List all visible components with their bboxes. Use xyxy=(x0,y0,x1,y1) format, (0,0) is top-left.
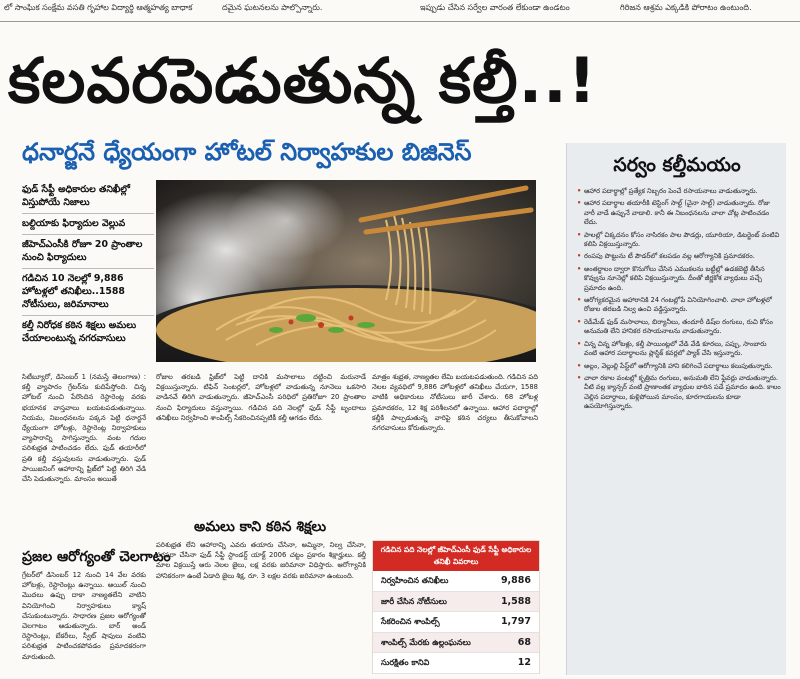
article-body-col2: రోజుల తరబడి ఫ్రిజ్‌లో పెట్టి దానికి మసాలాలు దట్టించి మరునాడే విక్రయిస్తున్నారు. టిఫిన్ సెంటర్లలో, హోటళ్లలో వాడుతున్న నూనెలు ఒకసారి వాడినవే తిరిగి వాడుతున్నారు. జీహెచ్ఎంసీ పరిధిలో ప్రతిరోజూ 20 ప్రాంతాల నుంచి ఫిర్యాదులు వస్తున్నాయి. గడిచిన పది నెలల్లో ఫుడ్ సేఫ్టీ బృందాలు తనిఖీలు నిర్వహించి శాంపిల్స్ సేకరించినప్పటికీ కల్తీ ఆగడం లేదు. xyxy=(156,373,366,422)
list-item: • రెడీమేడ్ ఫుడ్ మసాలాలు, బిర్యానీలు, తందూరీ డిష్‌ల రంగులు, రుచి కోసం అనుమతి లేని హానికర రసాయనాలను వాడుతున్నారు. xyxy=(577,318,781,337)
article-body-col1: సిటీబ్యూరో, డిసెంబర్ 1 (నమస్తే తెలంగాణ) : కల్తీ వ్యాపారం గ్రేటర్‌ను కుదిపేస్తోంది. చిన్న హోటల్ నుంచి పేరొందిన రెస్టారెంట్ల వరకు భయానక వాస్తవాలు బయటపడుతున్నాయి. నియమ, నిబంధనలను పక్కన పెట్టి ధనార్జనే ధ్యేయంగా హోటళ్లు, రెస్టారెంట్ల నిర్వాహకులు వ్యాపారాన్ని సాగిస్తున్నారు. వంట గదుల పరిశుభ్రత పాటించడం లేదు. ఫుడ్ తయారీలో ప్రతి కల్తీ వస్తువులను వాడుతున్నారు. ఫుడ్ పాయిజనింగ్ ఆహారాన్ని ఫ్రిజ్‌లో పెట్టి తిరిగి వేడి చేసి పెడుతున్నారు. మాంసం అయితే xyxy=(22,373,146,484)
sidebar-title: సర్వం కల్తీమయం xyxy=(613,154,741,176)
sidebar-list xyxy=(577,187,781,415)
row-value: 9,886 xyxy=(500,575,531,586)
highlight-item: జీహెచ్ఎంసీకి రోజూ 20 ప్రాంతాల నుంచి ఫిర్యాదులు xyxy=(22,235,154,269)
list-item: • చాలా రకాల వంటల్లో కృత్రిమ రంగులు, అనుమతి లేని ఫ్లేవర్లు వాడుతున్నారు. వీటి వల్ల క్యాన్సర్ వంటి ప్రాణాంతక వ్యాధుల బారిన పడే ప్రమాదం ఉంది. కాలం చెల్లిన పదార్థాలు, కుళ్లిపోయిన మాంసం, కూరగాయలను కూడా ఉపయోగిస్తున్నారు. xyxy=(577,374,781,412)
strip-text-4: గిరిజన ఆశ్రమ ఎక్కడికి పోరాటం ఉంటుంది. xyxy=(620,3,752,12)
row-label: శాంపిల్స్ మేరకు ఉల్లంఘనలు xyxy=(381,637,471,647)
highlight-item: ఫుడ్ సేఫ్టీ అధికారుల తనిఖీల్లో విస్తుపోయే నిజాలు xyxy=(22,180,154,214)
list-item: • అల్లం, వెల్లుల్లి పేస్ట్‌లో ఆరోగ్యానికి హాని కలిగించే పదార్థాలు కలుపుతున్నారు. xyxy=(577,362,781,371)
section-punishments-text: పరిశుభ్రత లేని ఆహారాన్ని ఎవరు తయారు చేసినా, అమ్మినా, నిల్వ చేసినా, సరఫరా చేసినా ఫుడ్ సేఫ్టీ స్టాండర్డ్ యాక్ట్ 2006 చట్టం ప్రకారం శిక్షార్హులు. కల్తీ మాల విక్రయిస్తే ఆరు నెలల జైలు, లక్ష వరకు జరిమానా విధిస్తారు. ఆరోగ్యానికి హానికరంగా ఉంటే ఏడాది జైలు శిక్ష, రూ. 3 లక్షల వరకు జరిమానా ఉంటుంది. xyxy=(156,541,366,580)
list-item: • ఆరోగ్యకరమైన ఆహారానికి 24 గంటల్లోపే వినియోగించాలి. చాలా హోటళ్లలో రోజుల తరబడి నిల్వ ఉంచి వడ్డిస్తున్నారు. xyxy=(577,296,781,315)
section-heading-public-health: ప్రజల ఆరోగ్యంతో చెలగాటం xyxy=(22,549,171,565)
row-label: నిర్వహించిన తనిఖీలు xyxy=(381,576,449,585)
row-value: 68 xyxy=(517,636,531,648)
sidebar-adulteration-box xyxy=(566,143,786,675)
strip-text-3: ఇప్పుడు చేసిన సర్వేల వారంత లేకుండా ఉండటం xyxy=(420,3,570,12)
list-item: • చిన్న చిన్న హోటళ్లు, కల్తీ పాయింట్లలో వేడి వేడి కూరలు, పప్పు, సాంబారు వంటి ఆహార పదార్థాలను ప్లాస్టిక్ కవర్లలో ప్యాక్ చేసి ఇస్తున్నారు. xyxy=(577,340,781,359)
inspection-stats-table xyxy=(372,540,540,674)
table-row xyxy=(373,612,539,633)
strip-text-2: దమైన ఘటనలను పాల్పొన్నారు. xyxy=(222,3,323,12)
article-body-col3: మాత్రం శుభ్రత, నాణ్యతల లేమి బయటపడుతుంది. గడిచిన పది నెలల వ్యవధిలో 9,886 హోటళ్లలో తనిఖీలు చేయగా, 1588 వాటికి అధికారులు నోటీసులు జారీ చేశారు. 68 హోటళ్ల ప్రమాదకరం, 12 శిక్ష పరిశీలనలో ఉన్నాయి. ఆహార పదార్థాల్లో కల్తీకి పాల్పడుతున్న వారిపై కఠిన చర్యలు తీసుకోవాలని నగరవాసులు కోరుతున్నారు. xyxy=(372,373,538,433)
section-public-health-text: గ్రేటర్‌లో డిసెంబర్ 12 నుంచి 14 వేల వరకు హోటళ్లు, రెస్టారెంట్లు ఉన్నాయి. ఆయిల్ నుంచి మొదలు ఉప్పు దాకా నాణ్యతలేని వాటిని వినియోగించి నిర్వాహకులు క్యాష్ చేసుకుంటున్నారు. సాధారణ ప్రజల ఆరోగ్యంతో చెలగాటం ఆడుతున్నారు. బార్ అండ్ రెస్టారెంట్లు, బేకరీలు, స్వీట్ షాపులు వంటివి పరిశుభ్రత పాటించకపోవడం ప్రమాదకరంగా మారుతుంది. xyxy=(22,571,146,661)
table-row xyxy=(373,571,539,592)
stats-table-title: గడిచిన పది నెలల్లో జీహెచ్ఎంసీ ఫుడ్ సేఫ్టీ అధికారుల తనిఖీ వివరాలు xyxy=(373,541,539,571)
noodles-wok-illustration xyxy=(156,180,536,362)
highlights-list xyxy=(22,180,154,349)
row-value: 12 xyxy=(517,657,531,668)
list-item: • ఆహార పదార్థాల్లో ప్రత్యేక నిబ్బరం పెంచే రసాయనాలు వాడుతున్నారు. xyxy=(577,187,781,196)
row-label: సేకరించిన శాంపిల్స్ xyxy=(381,617,440,626)
row-label: సురక్షితం కానివి xyxy=(381,658,430,667)
highlight-item: గడిచిన 10 నెలల్లో 9,886 హోటళ్లలో తనిఖీలు..1588 నోటీసులు, జరిమానాలు xyxy=(22,269,154,316)
table-row xyxy=(373,653,539,674)
list-item: • పాలల్లో చిక్కదనం కోసం నాసిరకం పాల పౌడర్లు, యూరియా, డిటర్జెంట్ వంటివి కలిపి విక్రయిస్తున్నారు. xyxy=(577,231,781,250)
noodles-photo xyxy=(156,180,536,362)
list-item: • రంపపు పొట్టును టీ పౌడర్‌లో కలపడం వల్ల ఆరోగ్యానికి ప్రమాదకరం. xyxy=(577,252,781,261)
row-value: 1,588 xyxy=(500,595,531,607)
row-label: జారీ చేసిన నోటీసులు xyxy=(381,596,447,606)
highlight-item: కల్తీ నిరోధక కఠిన శిక్షలు అమలు చేయాలంటున్న నగరవాసులు xyxy=(22,320,137,344)
section-heading-punishments: అమలు కాని కఠిన శిక్షలు xyxy=(194,519,327,535)
list-item: • ఆహార పదార్థాల తయారీకి టెస్టింగ్ సాల్ట్ (చైనా సాల్ట్) వాడుతున్నారు. రోజు వారీ వాడే ఉప్పునే వాడాలి. కానీ ఈ నిబంధనలను చాలా చోట్ల పాటించడం లేదు. xyxy=(577,199,781,227)
table-row xyxy=(373,592,539,613)
headline: కలవరపెడుతున్న కల్తీ..! xyxy=(8,44,597,117)
subheadline: ధనార్జనే ధ్యేయంగా హోటల్ నిర్వాహకుల బిజినెస్ xyxy=(22,138,472,166)
strip-text-1: లో సాంఘిక సంక్షేమ వసతి గృహాల విద్యార్థి ఆత్మహత్య బాధాక xyxy=(4,3,193,12)
highlight-item: బల్దియాకు ఫిర్యాదుల వెల్లువ xyxy=(22,214,154,235)
row-value: 1,797 xyxy=(500,616,531,627)
previous-page-strip xyxy=(0,0,800,22)
list-item: • అంతర్జాలం ద్వారా కొనుగోలు చేసిన ఎముకలను బట్టీల్లో ఉడకబెట్టి తీసిన కొవ్వును నూనెల్లో కలిపి విక్రయిస్తున్నారు. దీంతో జీర్ణకోశ వ్యాధులు వచ్చే ప్రమాదం ఉంది. xyxy=(577,265,781,293)
table-row xyxy=(373,633,539,654)
